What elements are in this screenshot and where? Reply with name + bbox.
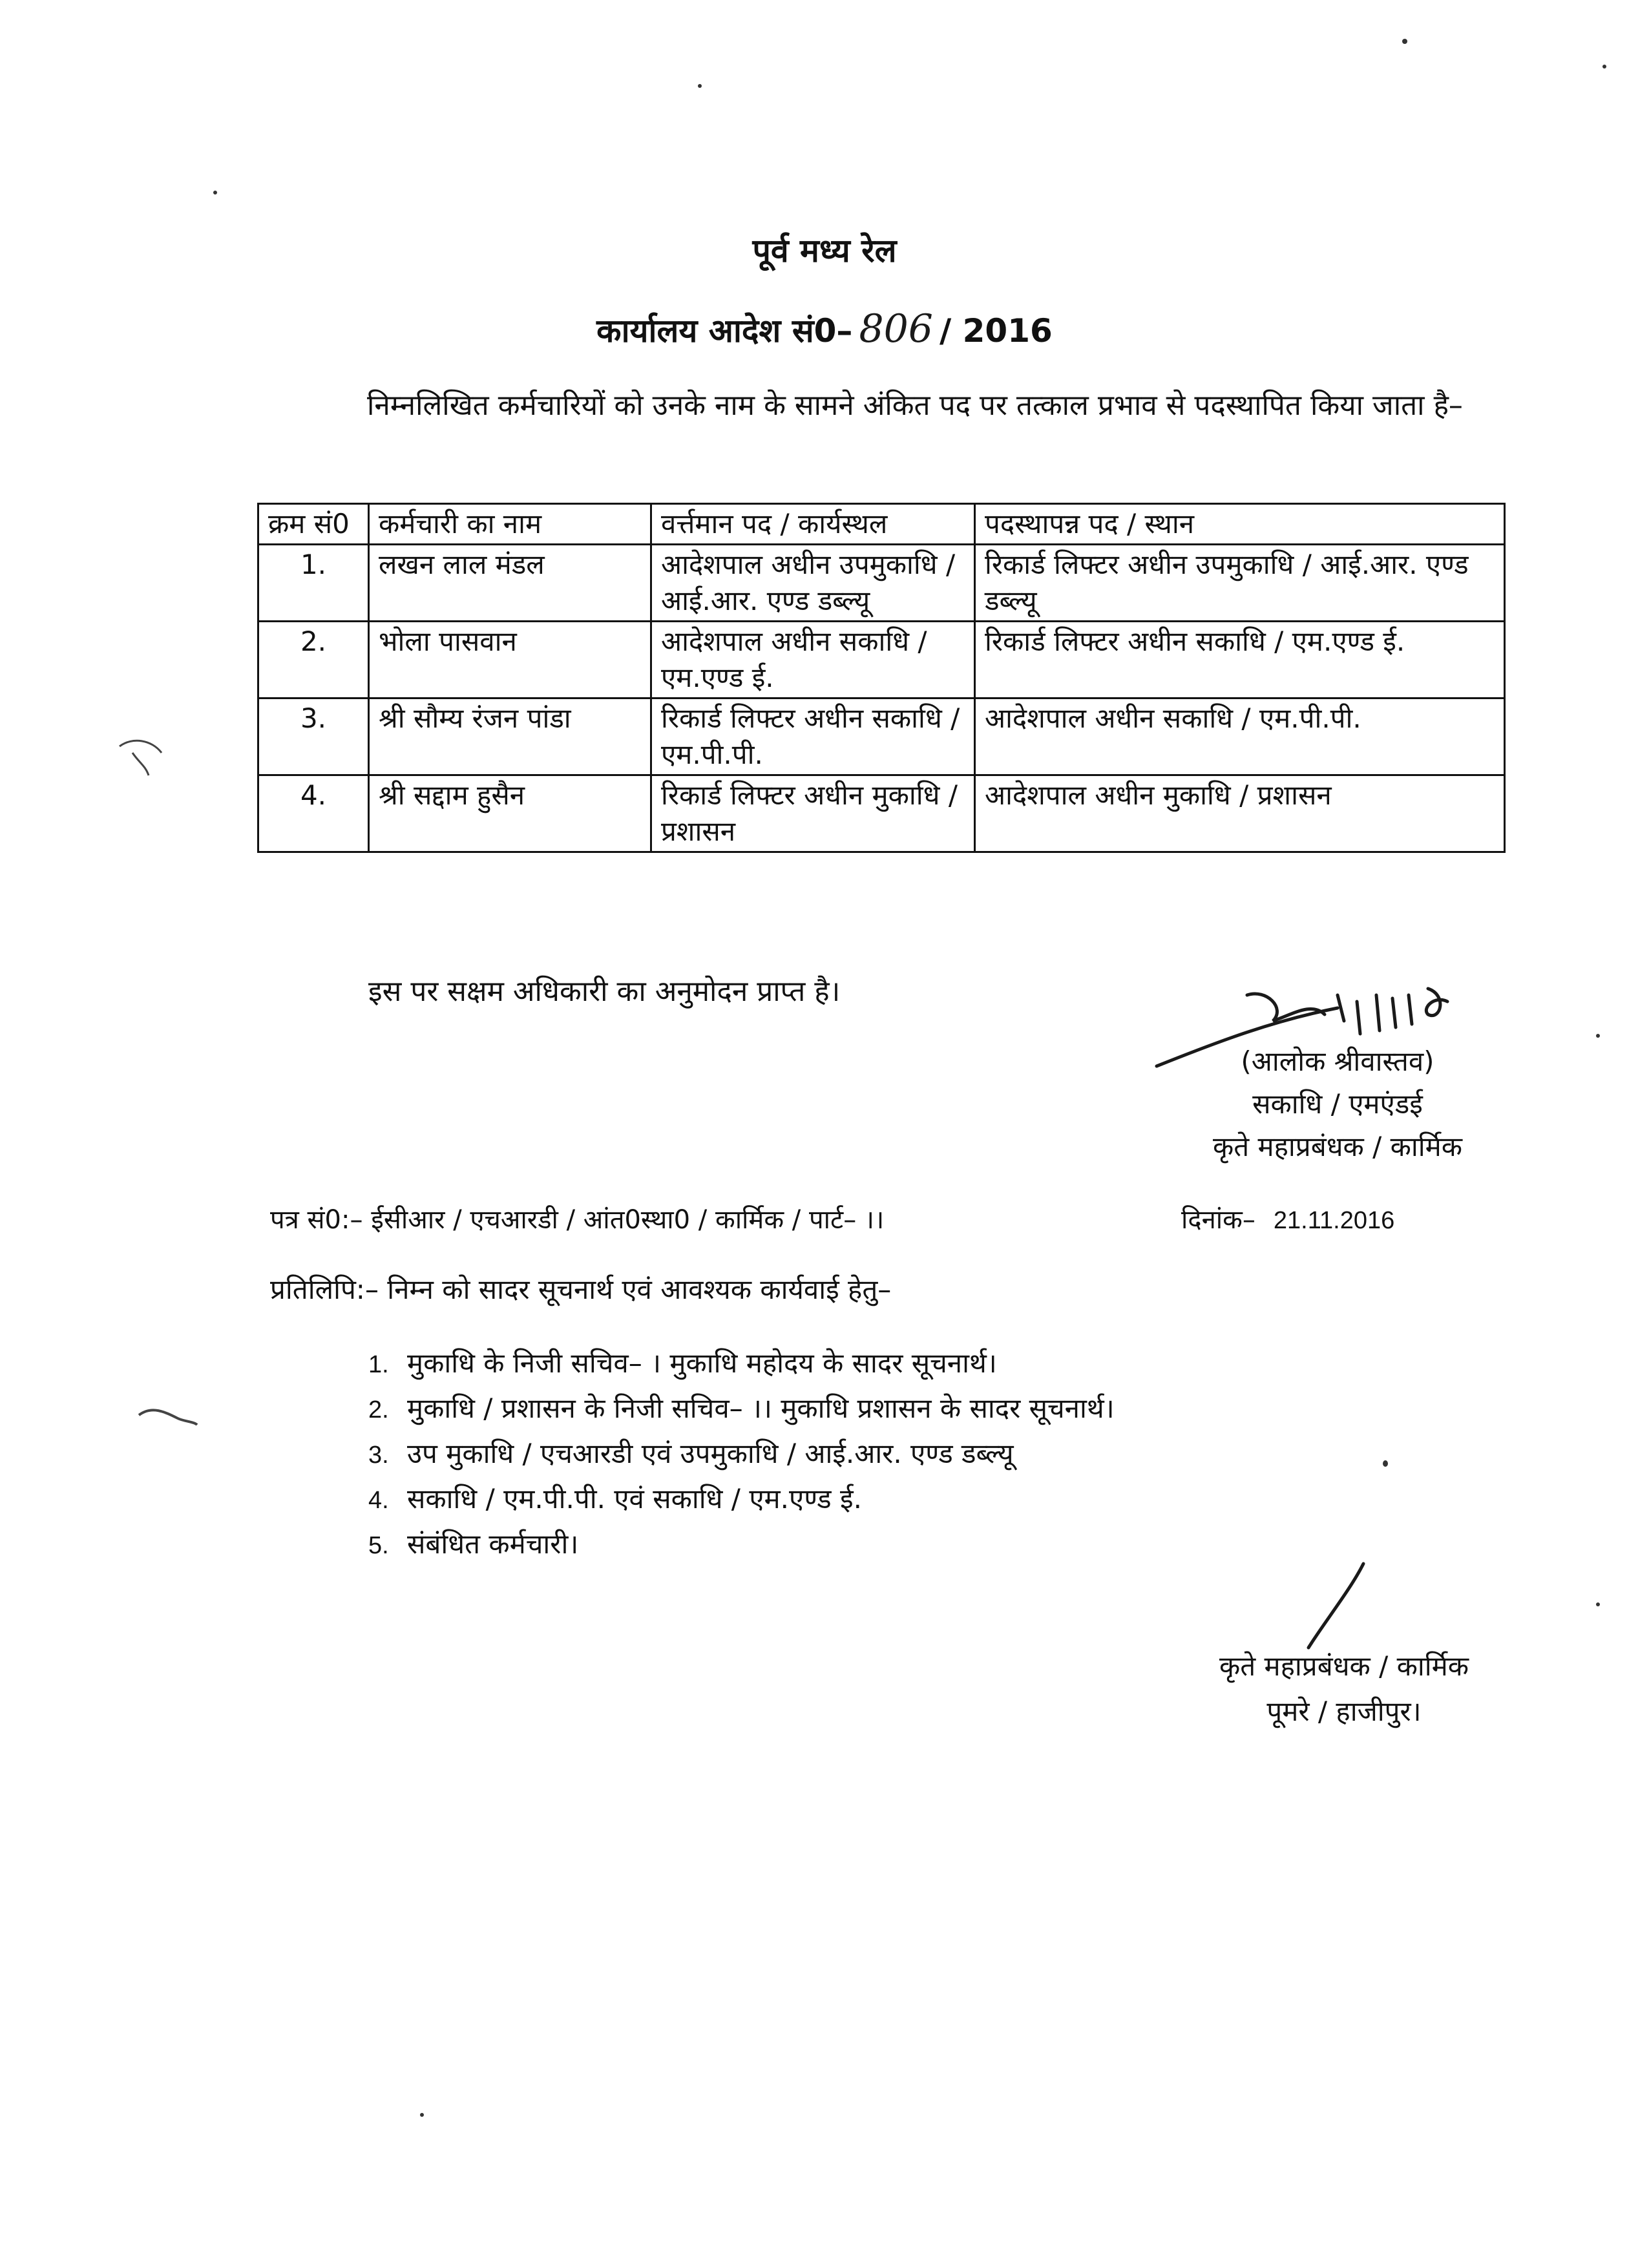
signatory-block (1176, 1040, 1499, 1168)
cell-name: लखन लाल मंडल (369, 545, 651, 622)
signatory-name: (आलोक श्रीवास्तव) (1241, 1045, 1434, 1077)
scan-mark (132, 1396, 204, 1434)
list-item: 2. मुकाधि / प्रशासन के निजी सचिव– ।। मुकाधि प्रशासन के सादर सूचनार्थ। (368, 1392, 1115, 1424)
cell-current-post: रिकार्ड लिफ्टर अधीन मुकाधि / प्रशासन (651, 775, 975, 852)
table-header-row (258, 504, 1505, 545)
date-value: 21.11.2016 (1273, 1207, 1395, 1234)
cell-current-post: आदेशपाल अधीन उपमुकाधि / आई.आर. एण्ड डब्ल्यू (651, 545, 975, 622)
cell-current-post: रिकार्ड लिफ्टर अधीन सकाधि / एम.पी.पी. (651, 698, 975, 775)
list-item: 5. संबंधित कर्मचारी। (368, 1528, 579, 1560)
footer-block (1150, 1644, 1538, 1734)
list-item: 4. सकाधि / एम.पी.पी. एवं सकाधि / एम.एण्ड ई. (368, 1483, 862, 1515)
scan-mark (113, 733, 171, 779)
table-row (258, 698, 1505, 775)
list-item: 1. मुकाधि के निजी सचिव– । मुकाधि महोदय के सादर सूचनार्थ। (368, 1347, 997, 1379)
cell-posted-post: रिकार्ड लिफ्टर अधीन सकाधि / एम.एण्ड ई. (975, 622, 1505, 698)
cell-serial: 4. (258, 775, 369, 852)
signatory-designation: सकाधि / एमएंडई (1252, 1088, 1423, 1120)
initial-mark (1299, 1557, 1376, 1654)
order-number: 806 (859, 306, 933, 352)
cell-posted-post: आदेशपाल अधीन मुकाधि / प्रशासन (975, 775, 1505, 852)
copy-to-label: प्रतिलिपि:– निम्न को सादर सूचनार्थ एवं आवश्यक कार्यवाई हेतु– (270, 1274, 892, 1305)
footer-line-1: कृते महाप्रबंधक / कार्मिक (1219, 1650, 1469, 1682)
letter-date (1181, 1201, 1394, 1236)
cell-current-post: आदेशपाल अधीन सकाधि / एम.एण्ड ई. (651, 622, 975, 698)
footer-line-2: पूमरे / हाजीपुर। (1266, 1696, 1422, 1727)
cell-name: भोला पासवान (369, 622, 651, 698)
signatory-on-behalf: कृते महाप्रबंधक / कार्मिक (1212, 1131, 1463, 1162)
cell-name: श्री सद्दाम हुसैन (369, 775, 651, 852)
list-item: 3. उप मुकाधि / एचआरडी एवं उपमुकाधि / आई.आर. एण्ड डब्ल्यू (368, 1438, 1014, 1469)
table-row (258, 775, 1505, 852)
posting-table (257, 503, 1506, 853)
header-posted-post: पदस्थापन्न पद / स्थान (975, 504, 1505, 545)
cell-serial: 3. (258, 698, 369, 775)
organization-title: पूर्व मध्य रेल (752, 232, 897, 269)
header-name: कर्मचारी का नाम (369, 504, 651, 545)
cell-serial: 1. (258, 545, 369, 622)
order-heading (0, 306, 1649, 352)
approval-note: इस पर सक्षम अधिकारी का अनुमोदन प्राप्त है। (368, 975, 841, 1008)
cell-serial: 2. (258, 622, 369, 698)
order-label: कार्यालय आदेश सं0– (596, 312, 853, 350)
cell-posted-post: आदेशपाल अधीन सकाधि / एम.पी.पी. (975, 698, 1505, 775)
date-label: दिनांक– (1181, 1205, 1255, 1235)
intro-paragraph: निम्नलिखित कर्मचारियों को उनके नाम के सामने अंकित पद पर तत्काल प्रभाव से पदस्थापित किया जाता है– (367, 389, 1463, 422)
copy-to-list (368, 1341, 1115, 1568)
cell-name: श्री सौम्य रंजन पांडा (369, 698, 651, 775)
order-year: / 2016 (939, 312, 1053, 350)
table-row (258, 545, 1505, 622)
cell-posted-post: रिकार्ड लिफ्टर अधीन उपमुकाधि / आई.आर. एण्ड डब्ल्यू (975, 545, 1505, 622)
table-row (258, 622, 1505, 698)
header-current-post: वर्त्तमान पद / कार्यस्थल (651, 504, 975, 545)
letter-reference: पत्र सं0:– ईसीआर / एचआरडी / आंत0स्था0 / कार्मिक / पार्ट– ।। (270, 1205, 885, 1235)
header-serial: क्रम सं0 (258, 504, 369, 545)
